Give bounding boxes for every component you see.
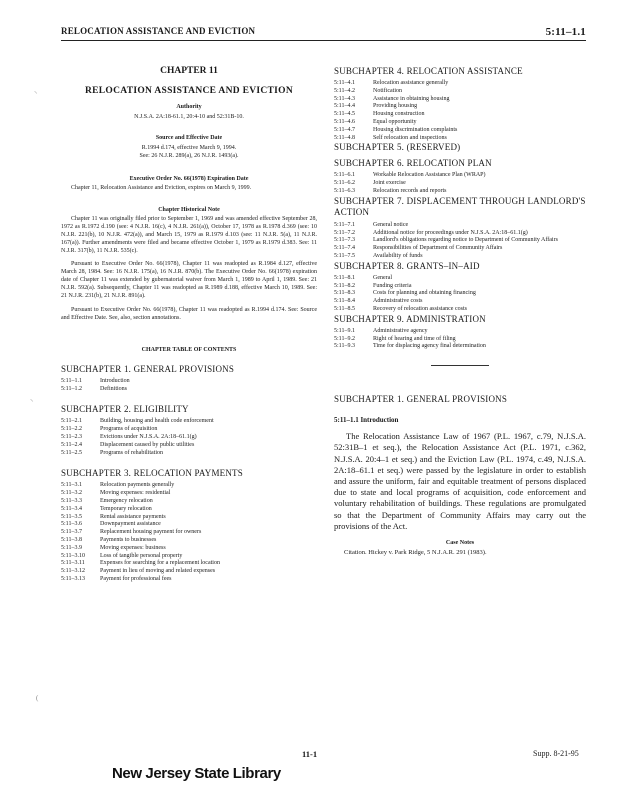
executive-order-heading: Executive Order No. 66(1978) Expiration Date	[129, 176, 249, 182]
toc-number: 5:11–3.3	[61, 497, 82, 504]
authority-text: N.J.S.A. 2A:18-61.1, 20:4-10 and 52:31B-10.	[134, 114, 244, 120]
toc-link[interactable]: Assistance in obtaining housing	[373, 95, 450, 102]
toc-number: 5:11–2.2	[61, 426, 82, 433]
toc-number: 5:11–2.3	[61, 433, 82, 440]
toc-number: 5:11–1.2	[61, 385, 82, 392]
source-heading: Source and Effective Date	[155, 135, 223, 141]
section-heading: 5:11–1.1 Introduction	[334, 416, 399, 425]
subchapter-title: SUBCHAPTER 7. DISPLACEMENT THROUGH LANDLORD'S ACTION	[334, 195, 586, 217]
toc-link[interactable]: Workable Relocation Assistance Plan (WRAP)	[373, 172, 486, 179]
toc-list	[61, 378, 317, 394]
toc-number: 5:11–3.13	[61, 575, 85, 582]
toc-number: 5:11–4.3	[334, 95, 355, 102]
subchapter-title: SUBCHAPTER 8. GRANTS–IN–AID	[334, 260, 480, 271]
toc-number: 5:11–1.1	[61, 377, 82, 384]
subchapter-title: SUBCHAPTER 3. RELOCATION PAYMENTS	[61, 468, 243, 479]
toc-list	[334, 328, 586, 351]
toc-link[interactable]: Joint exercise	[373, 180, 406, 187]
toc-subchapter-9	[334, 314, 586, 351]
toc-link[interactable]: Notification	[373, 87, 402, 94]
toc-number: 5:11–8.1	[334, 274, 355, 281]
toc-list	[334, 275, 586, 314]
history-heading: Chapter Historical Note	[158, 206, 220, 213]
toc-number: 5:11–9.1	[334, 327, 355, 334]
toc-heading: CHAPTER TABLE OF CONTENTS	[141, 346, 237, 353]
toc-subchapter-4	[334, 66, 586, 142]
toc-list	[61, 482, 317, 583]
toc-link[interactable]: Payment in lieu of moving and related expenses	[100, 568, 216, 575]
toc-number: 5:11–4.5	[334, 111, 355, 118]
toc-link[interactable]: Relocation records and reports	[373, 187, 447, 194]
toc-number: 5:11–7.2	[334, 229, 355, 236]
toc-link[interactable]: Moving expenses: business	[100, 544, 166, 551]
toc-number: 5:11–7.5	[334, 252, 355, 259]
toc-number: 5:11–4.7	[334, 126, 355, 133]
toc-number: 5:11–2.1	[61, 418, 82, 425]
subchapter-title: SUBCHAPTER 5. (RESERVED)	[334, 142, 461, 153]
toc-link[interactable]: Moving expenses: residential	[100, 490, 171, 497]
toc-link[interactable]: Equal opportunity	[373, 118, 417, 125]
toc-subchapter-8	[334, 261, 586, 314]
toc-link[interactable]: Programs of rehabilitation	[100, 449, 163, 456]
subchapter-title: SUBCHAPTER 1. GENERAL PROVISIONS	[61, 363, 235, 374]
source-line: See: 26 N.J.R. 289(a), 26 N.J.R. 1493(a).	[139, 153, 239, 159]
toc-link[interactable]: Building, housing and health code enforcement	[100, 418, 214, 425]
toc-link[interactable]: Definitions	[100, 385, 127, 392]
toc-subchapter-5	[334, 142, 586, 152]
toc-link[interactable]: Recovery of relocation assistance costs	[373, 305, 467, 312]
toc-number: 5:11–9.3	[334, 343, 355, 350]
chapter-title: RELOCATION ASSISTANCE AND EVICTION	[84, 86, 294, 96]
toc-number: 5:11–7.1	[334, 221, 355, 228]
chapter-label: CHAPTER 11	[160, 66, 218, 76]
toc-number: 5:11–8.4	[334, 298, 355, 305]
toc-link[interactable]: Programs of acquisition	[100, 426, 158, 433]
toc-link[interactable]: Temporary relocation	[100, 505, 152, 512]
toc-number: 5:11–3.8	[61, 536, 82, 543]
toc-link[interactable]: Relocation payments generally	[100, 482, 175, 489]
toc-number: 5:11–3.9	[61, 544, 82, 551]
subchapter-title: SUBCHAPTER 9. ADMINISTRATION	[334, 313, 486, 324]
toc-number: 5:11–3.12	[61, 568, 85, 575]
toc-number: 5:11–4.6	[334, 118, 355, 125]
toc-number: 5:11–3.5	[61, 513, 82, 520]
toc-link[interactable]: General notice	[373, 221, 409, 228]
toc-number: 5:11–3.1	[61, 482, 82, 489]
toc-number: 5:11–2.4	[61, 441, 82, 448]
authority-heading: Authority	[176, 104, 202, 110]
margin-mark: (	[36, 694, 39, 702]
toc-number: 5:11–6.1	[334, 172, 355, 179]
toc-link[interactable]: Introduction	[100, 377, 130, 384]
toc-number: 5:11–3.6	[61, 521, 82, 528]
executive-order-text: Chapter 11, Relocation Assistance and Eviction, expires on March 9, 1999.	[71, 185, 252, 191]
history-paragraph: Pursuant to Executive Order No. 66(1978), Chapter 11 was readopted as R.1984 d.127, effective March 28, 1984. See: 16 N.J.R. 175(a), 16 N.J.R. 870(b). The Executive Order No. 66(1978) expiration date of Chapter 11 was extended by gubernatorial waiver from March 1, 1989 to April 1, 1989. See: 21 N.J.R. 592(a). Subsequently, Chapter 11 was readopted as R.1989 d.188, effective March 10, 1989. See: 21 N.J.R. 231(b), 21 N.J.R. 891(a).	[61, 261, 317, 300]
toc-number: 5:11–3.7	[61, 529, 82, 536]
case-notes-heading: Case Notes	[445, 539, 475, 546]
toc-link[interactable]: Costs for planning and obtaining financing	[373, 290, 476, 297]
running-head-title: RELOCATION ASSISTANCE AND EVICTION	[61, 26, 256, 36]
toc-number: 5:11–8.3	[334, 290, 355, 297]
right-column	[334, 66, 586, 556]
toc-link[interactable]: Evictions under N.J.S.A. 2A:18–61.1(g)	[100, 433, 197, 440]
toc-number: 5:11–9.2	[334, 335, 355, 342]
toc-number: 5:11–3.4	[61, 505, 82, 512]
toc-number: 5:11–4.1	[334, 80, 355, 86]
toc-link[interactable]: Administrative agency	[373, 327, 428, 334]
toc-number: 5:11–8.5	[334, 305, 355, 312]
subchapter-title: SUBCHAPTER 4. RELOCATION ASSISTANCE	[334, 66, 523, 76]
toc-link[interactable]: Time for displacing agency final determination	[373, 343, 486, 350]
running-head-section: 5:11–1.1	[545, 26, 586, 38]
toc-link[interactable]: Housing construction	[373, 111, 425, 118]
toc-subchapter-6	[334, 158, 586, 195]
toc-link[interactable]: Right of hearing and time of filing	[373, 335, 456, 342]
toc-number: 5:11–3.10	[61, 552, 85, 559]
toc-list	[61, 418, 317, 457]
toc-number: 5:11–4.8	[334, 134, 355, 141]
toc-link[interactable]: Replacement housing payment for owners	[100, 529, 202, 536]
page-number: 11-1	[302, 749, 318, 759]
toc-number: 5:11–4.4	[334, 103, 355, 110]
history-paragraph: Chapter 11 was originally filed prior to September 1, 1969 and was amended effective September 28, 1972 as R.1972 d.190 (see: 4 N.J.R. 16(c), 4 N.J.R. 261(a)), October 17, 1978 as R.1978 d.369 (see: 10 N.J.R. 221(b), 10 N.J.R. 472(a)), and March 15, 1979 as R.1979 d.103 (see: 11 N.J.R. 5(a), 11 N.J.R. 167(a)). Further amendments were filed and became effective October 1, 1979 as R.1979 d.383. See: 11 N.J.R. 317(b), 11 N.J.R. 535(c).	[61, 215, 317, 254]
toc-list	[334, 172, 586, 195]
toc-subchapter-2	[61, 404, 317, 457]
toc-subchapter-3	[61, 468, 317, 583]
running-head	[61, 26, 586, 41]
library-stamp: New Jersey State Library	[112, 765, 281, 782]
subchapter-title: SUBCHAPTER 6. RELOCATION PLAN	[334, 158, 492, 169]
body-subchapter-title: SUBCHAPTER 1. GENERAL PROVISIONS	[334, 394, 508, 405]
subchapter-title: SUBCHAPTER 2. ELIGIBILITY	[61, 404, 189, 415]
toc-number: 5:11–4.2	[334, 87, 355, 94]
toc-link[interactable]: Availability of funds	[373, 252, 423, 259]
toc-link[interactable]: Loss of tangible personal property	[100, 552, 183, 559]
case-citation: Citation. Hickey v. Park Ridge, 5 N.J.A.R. 291 (1983).	[344, 548, 487, 556]
toc-link[interactable]: General	[373, 274, 392, 281]
toc-link[interactable]: Housing discrimination complaints	[373, 126, 458, 133]
toc-number: 5:11–3.2	[61, 490, 82, 497]
supplement-date: Supp. 8-21-95	[533, 749, 579, 758]
source-line: R.1994 d.174, effective March 9, 1994.	[141, 145, 237, 151]
toc-link[interactable]: Emergency relocation	[100, 497, 153, 504]
toc-link[interactable]: Payments to businesses	[100, 536, 157, 543]
margin-mark: ⸌	[30, 398, 34, 406]
toc-link[interactable]: Landlord's obligations regarding notice to Department of Community Affairs	[373, 237, 558, 244]
toc-link[interactable]: Responsibilities of Department of Community Affairs	[373, 245, 503, 252]
toc-link[interactable]: Additional notice for proceedings under N.J.S.A. 2A:18–61.1(g)	[373, 229, 528, 236]
toc-link[interactable]: Relocation assistance generally	[373, 80, 449, 86]
toc-number: 5:11–7.3	[334, 237, 355, 244]
toc-number: 5:11–6.3	[334, 187, 355, 194]
toc-subchapter-1	[61, 364, 317, 394]
toc-number: 5:11–7.4	[334, 245, 355, 252]
toc-link[interactable]: Self relocation and inspections	[373, 134, 447, 141]
toc-link[interactable]: Displacement caused by public utilities	[100, 441, 195, 448]
toc-subchapter-7	[334, 196, 586, 261]
divider	[431, 365, 489, 366]
left-column	[61, 66, 317, 584]
toc-list	[334, 80, 586, 142]
section-text: The Relocation Assistance Law of 1967 (P.L. 1967, c.79, N.J.S.A. 52:31B–1 et seq.), the Relocation Assistance Act (P.L. 1971, c.362, N.J.S.A. 20:4–1 et seq.) and the Eviction Law (P.L. 1974, c.49, N.J.S.A. 2A:18–61.1 et seq.) were passed by the legislature in order to establish and assure the uniform, fair and equitable treatment of persons displaced due to state and local programs of acquisition, code enforcement and voluntary rehabilitation of buildings. These regulations are promulgated so that the Department of Community Affairs may carry out the provisions of the Act.	[334, 431, 586, 531]
toc-link[interactable]: Funding criteria	[373, 282, 412, 289]
toc-link[interactable]: Rental assistance payments	[100, 513, 166, 520]
toc-link[interactable]: Expenses for searching for a replacement location	[100, 560, 220, 567]
toc-number: 5:11–3.11	[61, 560, 85, 567]
toc-link[interactable]: Administrative costs	[373, 298, 423, 305]
toc-number: 5:11–6.2	[334, 180, 355, 187]
toc-link[interactable]: Downpayment assistance	[100, 521, 161, 528]
toc-number: 5:11–2.5	[61, 449, 82, 456]
history-paragraph: Pursuant to Executive Order No. 66(1978), Chapter 11 was readopted as R.1994 d.174. See: Source and Effective Date. See, also, section annotations.	[61, 306, 317, 321]
toc-list	[334, 222, 586, 261]
margin-mark: ⸌	[34, 90, 38, 98]
toc-link[interactable]: Providing housing	[373, 103, 418, 110]
toc-number: 5:11–8.2	[334, 282, 355, 289]
toc-link[interactable]: Payment for professional fees	[100, 575, 172, 582]
